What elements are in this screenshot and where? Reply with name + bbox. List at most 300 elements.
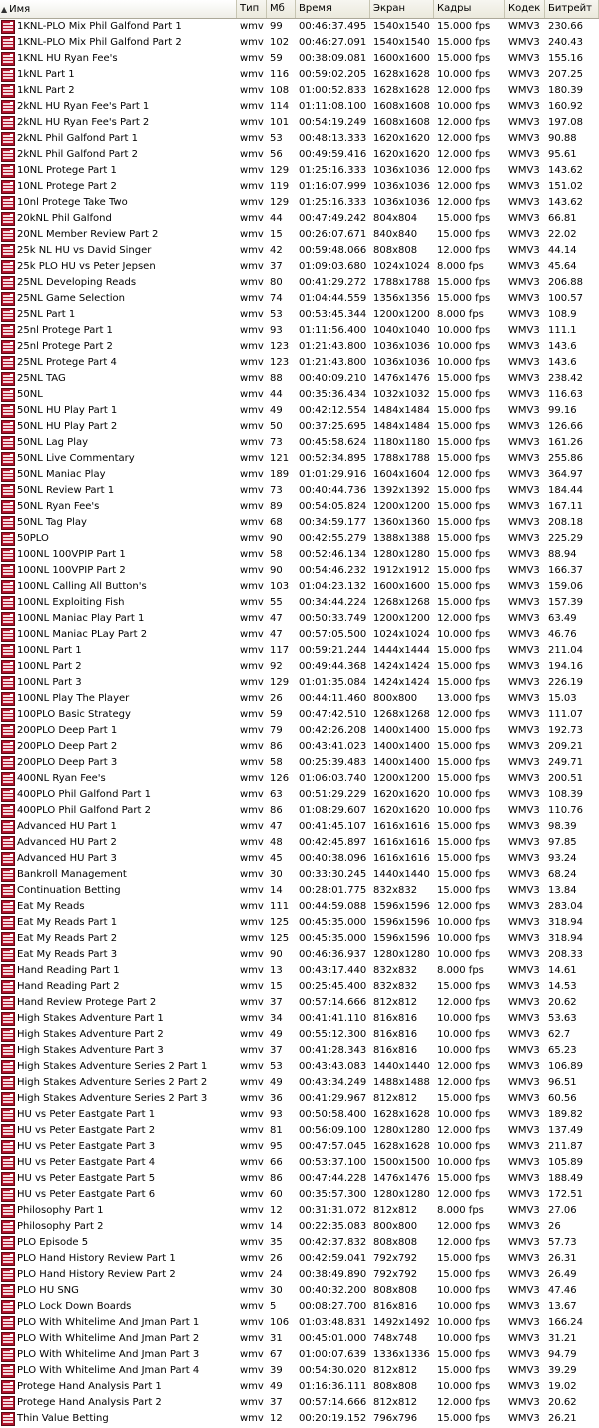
- table-row[interactable]: [0, 643, 599, 659]
- cell-codec: WMV3: [508, 645, 540, 656]
- table-row[interactable]: [0, 291, 599, 307]
- table-row[interactable]: [0, 99, 599, 115]
- table-row[interactable]: [0, 1091, 599, 1107]
- table-row[interactable]: [0, 611, 599, 627]
- cell-codec: WMV3: [508, 1157, 540, 1168]
- cell-type: wmv: [240, 1077, 264, 1088]
- cell-name: [0, 83, 237, 99]
- table-row[interactable]: [0, 1395, 599, 1411]
- cell-codec: WMV3: [508, 629, 540, 640]
- cell-bitrate: 93.24: [548, 853, 577, 864]
- table-row[interactable]: [0, 1283, 599, 1299]
- cell-size: 53: [270, 133, 283, 144]
- table-row[interactable]: [0, 787, 599, 803]
- cell-bitrate: 19.02: [548, 1381, 577, 1392]
- cell-framerate: 15.000 fps: [437, 373, 491, 384]
- file-name: Philosophy Part 2: [17, 1221, 104, 1232]
- cell-framerate: 12.000 fps: [437, 165, 491, 176]
- table-row[interactable]: [0, 931, 599, 947]
- cell-framerate: 15.000 fps: [437, 981, 491, 992]
- cell-duration: 00:42:45.897: [299, 837, 367, 848]
- cell-resolution: 832x832: [373, 981, 418, 992]
- cell-size: 47: [270, 821, 283, 832]
- cell-bitrate: 105.89: [548, 1157, 583, 1168]
- table-row[interactable]: [0, 547, 599, 563]
- video-file-icon: [1, 68, 15, 82]
- cell-bitrate: 255.86: [548, 453, 583, 464]
- file-name: 10nl Protege Take Two: [17, 197, 128, 208]
- video-file-icon: [1, 180, 15, 194]
- video-file-icon: [1, 1108, 15, 1122]
- cell-type: wmv: [240, 213, 264, 224]
- table-row[interactable]: [0, 1043, 599, 1059]
- cell-size: 95: [270, 1141, 283, 1152]
- table-row[interactable]: [0, 531, 599, 547]
- file-name: HU vs Peter Eastgate Part 5: [17, 1173, 156, 1184]
- table-row[interactable]: [0, 1411, 599, 1427]
- table-row[interactable]: [0, 771, 599, 787]
- cell-duration: 00:44:11.460: [299, 693, 367, 704]
- file-name: 1KNL-PLO Mix Phil Galfond Part 2: [17, 37, 182, 48]
- table-row[interactable]: [0, 1123, 599, 1139]
- table-row[interactable]: [0, 1331, 599, 1347]
- table-row[interactable]: [0, 691, 599, 707]
- table-row[interactable]: [0, 1107, 599, 1123]
- table-row[interactable]: [0, 627, 599, 643]
- table-row[interactable]: [0, 723, 599, 739]
- video-file-icon: [1, 1204, 15, 1218]
- file-name: HU vs Peter Eastgate Part 1: [17, 1109, 156, 1120]
- table-row[interactable]: [0, 659, 599, 675]
- cell-type: wmv: [240, 325, 264, 336]
- cell-resolution: 1036x1036: [373, 165, 430, 176]
- table-row[interactable]: [0, 707, 599, 723]
- column-header-row: [0, 0, 599, 19]
- table-row[interactable]: [0, 819, 599, 835]
- cell-size: 47: [270, 629, 283, 640]
- cell-name: [0, 1027, 237, 1043]
- cell-codec: WMV3: [508, 469, 540, 480]
- cell-codec: WMV3: [508, 805, 540, 816]
- cell-name: [0, 963, 237, 979]
- cell-framerate: 12.000 fps: [437, 1077, 491, 1088]
- table-row[interactable]: [0, 419, 599, 435]
- cell-bitrate: 60.56: [548, 1093, 577, 1104]
- cell-bitrate: 208.33: [548, 949, 583, 960]
- table-row[interactable]: [0, 163, 599, 179]
- table-row[interactable]: [0, 339, 599, 355]
- cell-bitrate: 62.7: [548, 1029, 571, 1040]
- file-name: 50NL: [17, 389, 43, 400]
- cell-type: wmv: [240, 997, 264, 1008]
- table-row[interactable]: [0, 739, 599, 755]
- cell-duration: 00:47:44.228: [299, 1173, 367, 1184]
- table-row[interactable]: [0, 243, 599, 259]
- cell-size: 37: [270, 997, 283, 1008]
- table-row[interactable]: [0, 579, 599, 595]
- cell-type: wmv: [240, 661, 264, 672]
- file-name: Hand Review Protege Part 2: [17, 997, 157, 1008]
- cell-resolution: 1400x1400: [373, 741, 430, 752]
- cell-size: 90: [270, 533, 283, 544]
- video-file-icon: [1, 548, 15, 562]
- cell-size: 55: [270, 597, 283, 608]
- cell-bitrate: 57.73: [548, 1237, 577, 1248]
- cell-name: [0, 1011, 237, 1027]
- cell-size: 34: [270, 1013, 283, 1024]
- table-row[interactable]: [0, 1251, 599, 1267]
- table-row[interactable]: [0, 1059, 599, 1075]
- cell-framerate: 12.000 fps: [437, 613, 491, 624]
- cell-name: [0, 579, 237, 595]
- cell-duration: 00:38:09.081: [299, 53, 367, 64]
- cell-name: [0, 307, 237, 323]
- cell-size: 92: [270, 661, 283, 672]
- cell-size: 12: [270, 1205, 283, 1216]
- video-file-icon: [1, 708, 15, 722]
- cell-bitrate: 230.66: [548, 21, 583, 32]
- cell-bitrate: 106.89: [548, 1061, 583, 1072]
- cell-framerate: 8.000 fps: [437, 261, 484, 272]
- cell-framerate: 15.000 fps: [437, 677, 491, 688]
- cell-framerate: 10.000 fps: [437, 1157, 491, 1168]
- table-row[interactable]: [0, 1267, 599, 1283]
- cell-name: [0, 99, 237, 115]
- cell-duration: 00:20:19.152: [299, 1413, 367, 1424]
- video-file-icon: [1, 276, 15, 290]
- table-row[interactable]: [0, 803, 599, 819]
- cell-codec: WMV3: [508, 341, 540, 352]
- cell-framerate: 8.000 fps: [437, 965, 484, 976]
- cell-framerate: 10.000 fps: [437, 325, 491, 336]
- column-header-framerate[interactable]: [434, 0, 505, 18]
- file-name: 100NL Part 2: [17, 661, 82, 672]
- cell-codec: WMV3: [508, 981, 540, 992]
- table-row[interactable]: [0, 1299, 599, 1315]
- cell-duration: 00:41:41.110: [299, 1013, 367, 1024]
- table-row[interactable]: [0, 1027, 599, 1043]
- cell-size: 129: [270, 197, 290, 208]
- cell-name: [0, 611, 237, 627]
- cell-type: wmv: [240, 1061, 264, 1072]
- cell-duration: 01:00:52.833: [299, 85, 367, 96]
- cell-type: wmv: [240, 1221, 264, 1232]
- table-row[interactable]: [0, 675, 599, 691]
- cell-name: [0, 51, 237, 67]
- file-name: 1kNL Part 2: [17, 85, 75, 96]
- column-header-size[interactable]: [267, 0, 296, 18]
- table-row[interactable]: [0, 1347, 599, 1363]
- cell-bitrate: 207.25: [548, 69, 583, 80]
- table-row[interactable]: [0, 67, 599, 83]
- table-row[interactable]: [0, 883, 599, 899]
- cell-name: [0, 1411, 237, 1427]
- table-row[interactable]: [0, 867, 599, 883]
- column-header-resolution[interactable]: [370, 0, 434, 18]
- cell-bitrate: 200.51: [548, 773, 583, 784]
- cell-name: [0, 147, 237, 163]
- table-row[interactable]: [0, 1203, 599, 1219]
- video-file-icon: [1, 852, 15, 866]
- cell-duration: 00:35:36.434: [299, 389, 367, 400]
- cell-type: wmv: [240, 277, 264, 288]
- cell-type: wmv: [240, 805, 264, 816]
- cell-size: 37: [270, 1397, 283, 1408]
- video-file-icon: [1, 996, 15, 1010]
- table-row[interactable]: [0, 131, 599, 147]
- table-row[interactable]: [0, 947, 599, 963]
- cell-resolution: 812x812: [373, 1397, 418, 1408]
- cell-name: [0, 467, 237, 483]
- cell-size: 30: [270, 869, 283, 880]
- cell-duration: 00:59:48.066: [299, 245, 367, 256]
- video-file-icon: [1, 1188, 15, 1202]
- video-file-icon: [1, 644, 15, 658]
- video-file-icon: [1, 1332, 15, 1346]
- cell-name: [0, 675, 237, 691]
- table-row[interactable]: [0, 19, 599, 35]
- cell-name: [0, 67, 237, 83]
- cell-bitrate: 46.76: [548, 629, 577, 640]
- cell-resolution: 1616x1616: [373, 853, 430, 864]
- cell-type: wmv: [240, 373, 264, 384]
- cell-name: [0, 979, 237, 995]
- cell-type: wmv: [240, 1237, 264, 1248]
- cell-resolution: 1040x1040: [373, 325, 430, 336]
- cell-size: 14: [270, 885, 283, 896]
- table-row[interactable]: [0, 899, 599, 915]
- table-row[interactable]: [0, 851, 599, 867]
- cell-name: [0, 1091, 237, 1107]
- cell-codec: WMV3: [508, 69, 540, 80]
- file-name: 20NL Member Review Part 2: [17, 229, 159, 240]
- cell-codec: WMV3: [508, 1397, 540, 1408]
- table-row[interactable]: [0, 1315, 599, 1331]
- sort-ascending-icon: ▲: [1, 4, 8, 14]
- table-row[interactable]: [0, 1011, 599, 1027]
- cell-duration: 00:53:45.344: [299, 309, 367, 320]
- table-row[interactable]: [0, 1187, 599, 1203]
- cell-duration: 00:45:58.624: [299, 437, 367, 448]
- cell-codec: WMV3: [508, 1125, 540, 1136]
- cell-codec: WMV3: [508, 1045, 540, 1056]
- column-header-duration[interactable]: [296, 0, 370, 18]
- table-row[interactable]: [0, 835, 599, 851]
- cell-type: wmv: [240, 1189, 264, 1200]
- cell-framerate: 15.000 fps: [437, 501, 491, 512]
- table-row[interactable]: [0, 115, 599, 131]
- table-row[interactable]: [0, 563, 599, 579]
- cell-duration: 00:42:12.554: [299, 405, 367, 416]
- column-header-name[interactable]: [0, 0, 237, 18]
- video-file-icon: [1, 1140, 15, 1154]
- cell-size: 103: [270, 581, 290, 592]
- cell-codec: WMV3: [508, 437, 540, 448]
- cell-resolution: 1620x1620: [373, 149, 430, 160]
- cell-duration: 00:48:13.333: [299, 133, 367, 144]
- table-row[interactable]: [0, 387, 599, 403]
- cell-resolution: 792x792: [373, 1269, 418, 1280]
- cell-resolution: 1388x1388: [373, 533, 430, 544]
- table-row[interactable]: [0, 1235, 599, 1251]
- cell-size: 102: [270, 37, 290, 48]
- table-row[interactable]: [0, 755, 599, 771]
- cell-bitrate: 20.62: [548, 997, 577, 1008]
- cell-codec: WMV3: [508, 917, 540, 928]
- cell-codec: WMV3: [508, 677, 540, 688]
- table-row[interactable]: [0, 195, 599, 211]
- video-file-icon: [1, 1156, 15, 1170]
- cell-duration: 01:03:48.831: [299, 1317, 367, 1328]
- video-file-icon: [1, 596, 15, 610]
- cell-duration: 00:54:46.232: [299, 565, 367, 576]
- cell-framerate: 10.000 fps: [437, 789, 491, 800]
- cell-type: wmv: [240, 549, 264, 560]
- cell-framerate: 15.000 fps: [437, 821, 491, 832]
- cell-codec: WMV3: [508, 21, 540, 32]
- cell-type: wmv: [240, 453, 264, 464]
- file-name: 25k NL HU vs David Singer: [17, 245, 152, 256]
- video-file-icon: [1, 452, 15, 466]
- table-row[interactable]: [0, 1379, 599, 1395]
- cell-name: [0, 1379, 237, 1395]
- cell-duration: 00:52:34.895: [299, 453, 367, 464]
- table-row[interactable]: [0, 307, 599, 323]
- table-row[interactable]: [0, 1139, 599, 1155]
- table-row[interactable]: [0, 259, 599, 275]
- cell-name: [0, 899, 237, 915]
- column-header-type[interactable]: [237, 0, 267, 18]
- cell-duration: 01:09:03.680: [299, 261, 367, 272]
- table-row[interactable]: [0, 1171, 599, 1187]
- table-row[interactable]: [0, 995, 599, 1011]
- cell-type: wmv: [240, 357, 264, 368]
- column-header-codec[interactable]: [505, 0, 545, 18]
- cell-resolution: 1356x1356: [373, 293, 430, 304]
- cell-codec: WMV3: [508, 709, 540, 720]
- table-row[interactable]: [0, 979, 599, 995]
- video-file-icon: [1, 692, 15, 706]
- table-row[interactable]: [0, 371, 599, 387]
- cell-codec: WMV3: [508, 821, 540, 832]
- table-row[interactable]: [0, 51, 599, 67]
- table-row[interactable]: [0, 147, 599, 163]
- cell-type: wmv: [240, 757, 264, 768]
- table-row[interactable]: [0, 355, 599, 371]
- file-name: 100PLO Basic Strategy: [17, 709, 131, 720]
- cell-duration: 00:08:27.700: [299, 1301, 367, 1312]
- cell-resolution: 748x748: [373, 1333, 418, 1344]
- table-row[interactable]: [0, 83, 599, 99]
- table-row[interactable]: [0, 227, 599, 243]
- cell-resolution: 1268x1268: [373, 597, 430, 608]
- cell-codec: WMV3: [508, 293, 540, 304]
- cell-framerate: 15.000 fps: [437, 773, 491, 784]
- cell-bitrate: 90.88: [548, 133, 577, 144]
- cell-name: [0, 531, 237, 547]
- table-row[interactable]: [0, 963, 599, 979]
- table-row[interactable]: [0, 595, 599, 611]
- table-row[interactable]: [0, 435, 599, 451]
- table-row[interactable]: [0, 1155, 599, 1171]
- video-file-icon: [1, 1012, 15, 1026]
- cell-framerate: 15.000 fps: [437, 1173, 491, 1184]
- table-row[interactable]: [0, 275, 599, 291]
- cell-codec: WMV3: [508, 837, 540, 848]
- file-name: 50NL Live Commentary: [17, 453, 135, 464]
- table-row[interactable]: [0, 323, 599, 339]
- file-name: 50NL Ryan Fee's: [17, 501, 100, 512]
- cell-type: wmv: [240, 741, 264, 752]
- cell-type: wmv: [240, 1269, 264, 1280]
- cell-bitrate: 26.21: [548, 1413, 577, 1424]
- table-row[interactable]: [0, 915, 599, 931]
- cell-framerate: 12.000 fps: [437, 1189, 491, 1200]
- cell-type: wmv: [240, 37, 264, 48]
- cell-duration: 00:45:01.000: [299, 1333, 367, 1344]
- table-row[interactable]: [0, 1075, 599, 1091]
- cell-duration: 00:54:30.020: [299, 1365, 367, 1376]
- cell-size: 13: [270, 965, 283, 976]
- column-header-bitrate[interactable]: [545, 0, 599, 18]
- cell-size: 80: [270, 277, 283, 288]
- cell-codec: WMV3: [508, 853, 540, 864]
- cell-codec: WMV3: [508, 517, 540, 528]
- cell-type: wmv: [240, 629, 264, 640]
- file-name: PLO With Whitelime And Jman Part 3: [17, 1349, 200, 1360]
- table-row[interactable]: [0, 35, 599, 51]
- cell-codec: WMV3: [508, 1365, 540, 1376]
- cell-type: wmv: [240, 245, 264, 256]
- cell-codec: WMV3: [508, 37, 540, 48]
- video-file-icon: [1, 1028, 15, 1042]
- cell-size: 36: [270, 1093, 283, 1104]
- table-row[interactable]: [0, 515, 599, 531]
- table-row[interactable]: [0, 403, 599, 419]
- video-file-icon: [1, 1044, 15, 1058]
- table-row[interactable]: [0, 211, 599, 227]
- cell-name: [0, 419, 237, 435]
- cell-duration: 00:57:14.666: [299, 1397, 367, 1408]
- table-row[interactable]: [0, 179, 599, 195]
- cell-framerate: 15.000 fps: [437, 213, 491, 224]
- cell-bitrate: 143.62: [548, 197, 583, 208]
- cell-bitrate: 26.31: [548, 1253, 577, 1264]
- table-row[interactable]: [0, 483, 599, 499]
- table-row[interactable]: [0, 451, 599, 467]
- cell-bitrate: 184.44: [548, 485, 583, 496]
- cell-codec: WMV3: [508, 277, 540, 288]
- table-row[interactable]: [0, 1363, 599, 1379]
- cell-type: wmv: [240, 645, 264, 656]
- table-row[interactable]: [0, 499, 599, 515]
- cell-framerate: 12.000 fps: [437, 149, 491, 160]
- cell-codec: WMV3: [508, 1253, 540, 1264]
- cell-bitrate: 111.1: [548, 325, 577, 336]
- cell-framerate: 10.000 fps: [437, 357, 491, 368]
- table-row[interactable]: [0, 1219, 599, 1235]
- file-name: 100NL Play The Player: [17, 693, 130, 704]
- file-name: 20kNL Phil Galfond: [17, 213, 112, 224]
- cell-codec: WMV3: [508, 325, 540, 336]
- cell-framerate: 10.000 fps: [437, 917, 491, 928]
- table-row[interactable]: [0, 467, 599, 483]
- cell-duration: 01:00:07.639: [299, 1349, 367, 1360]
- cell-size: 106: [270, 1317, 290, 1328]
- cell-size: 119: [270, 181, 290, 192]
- cell-framerate: 15.000 fps: [437, 853, 491, 864]
- cell-framerate: 12.000 fps: [437, 181, 491, 192]
